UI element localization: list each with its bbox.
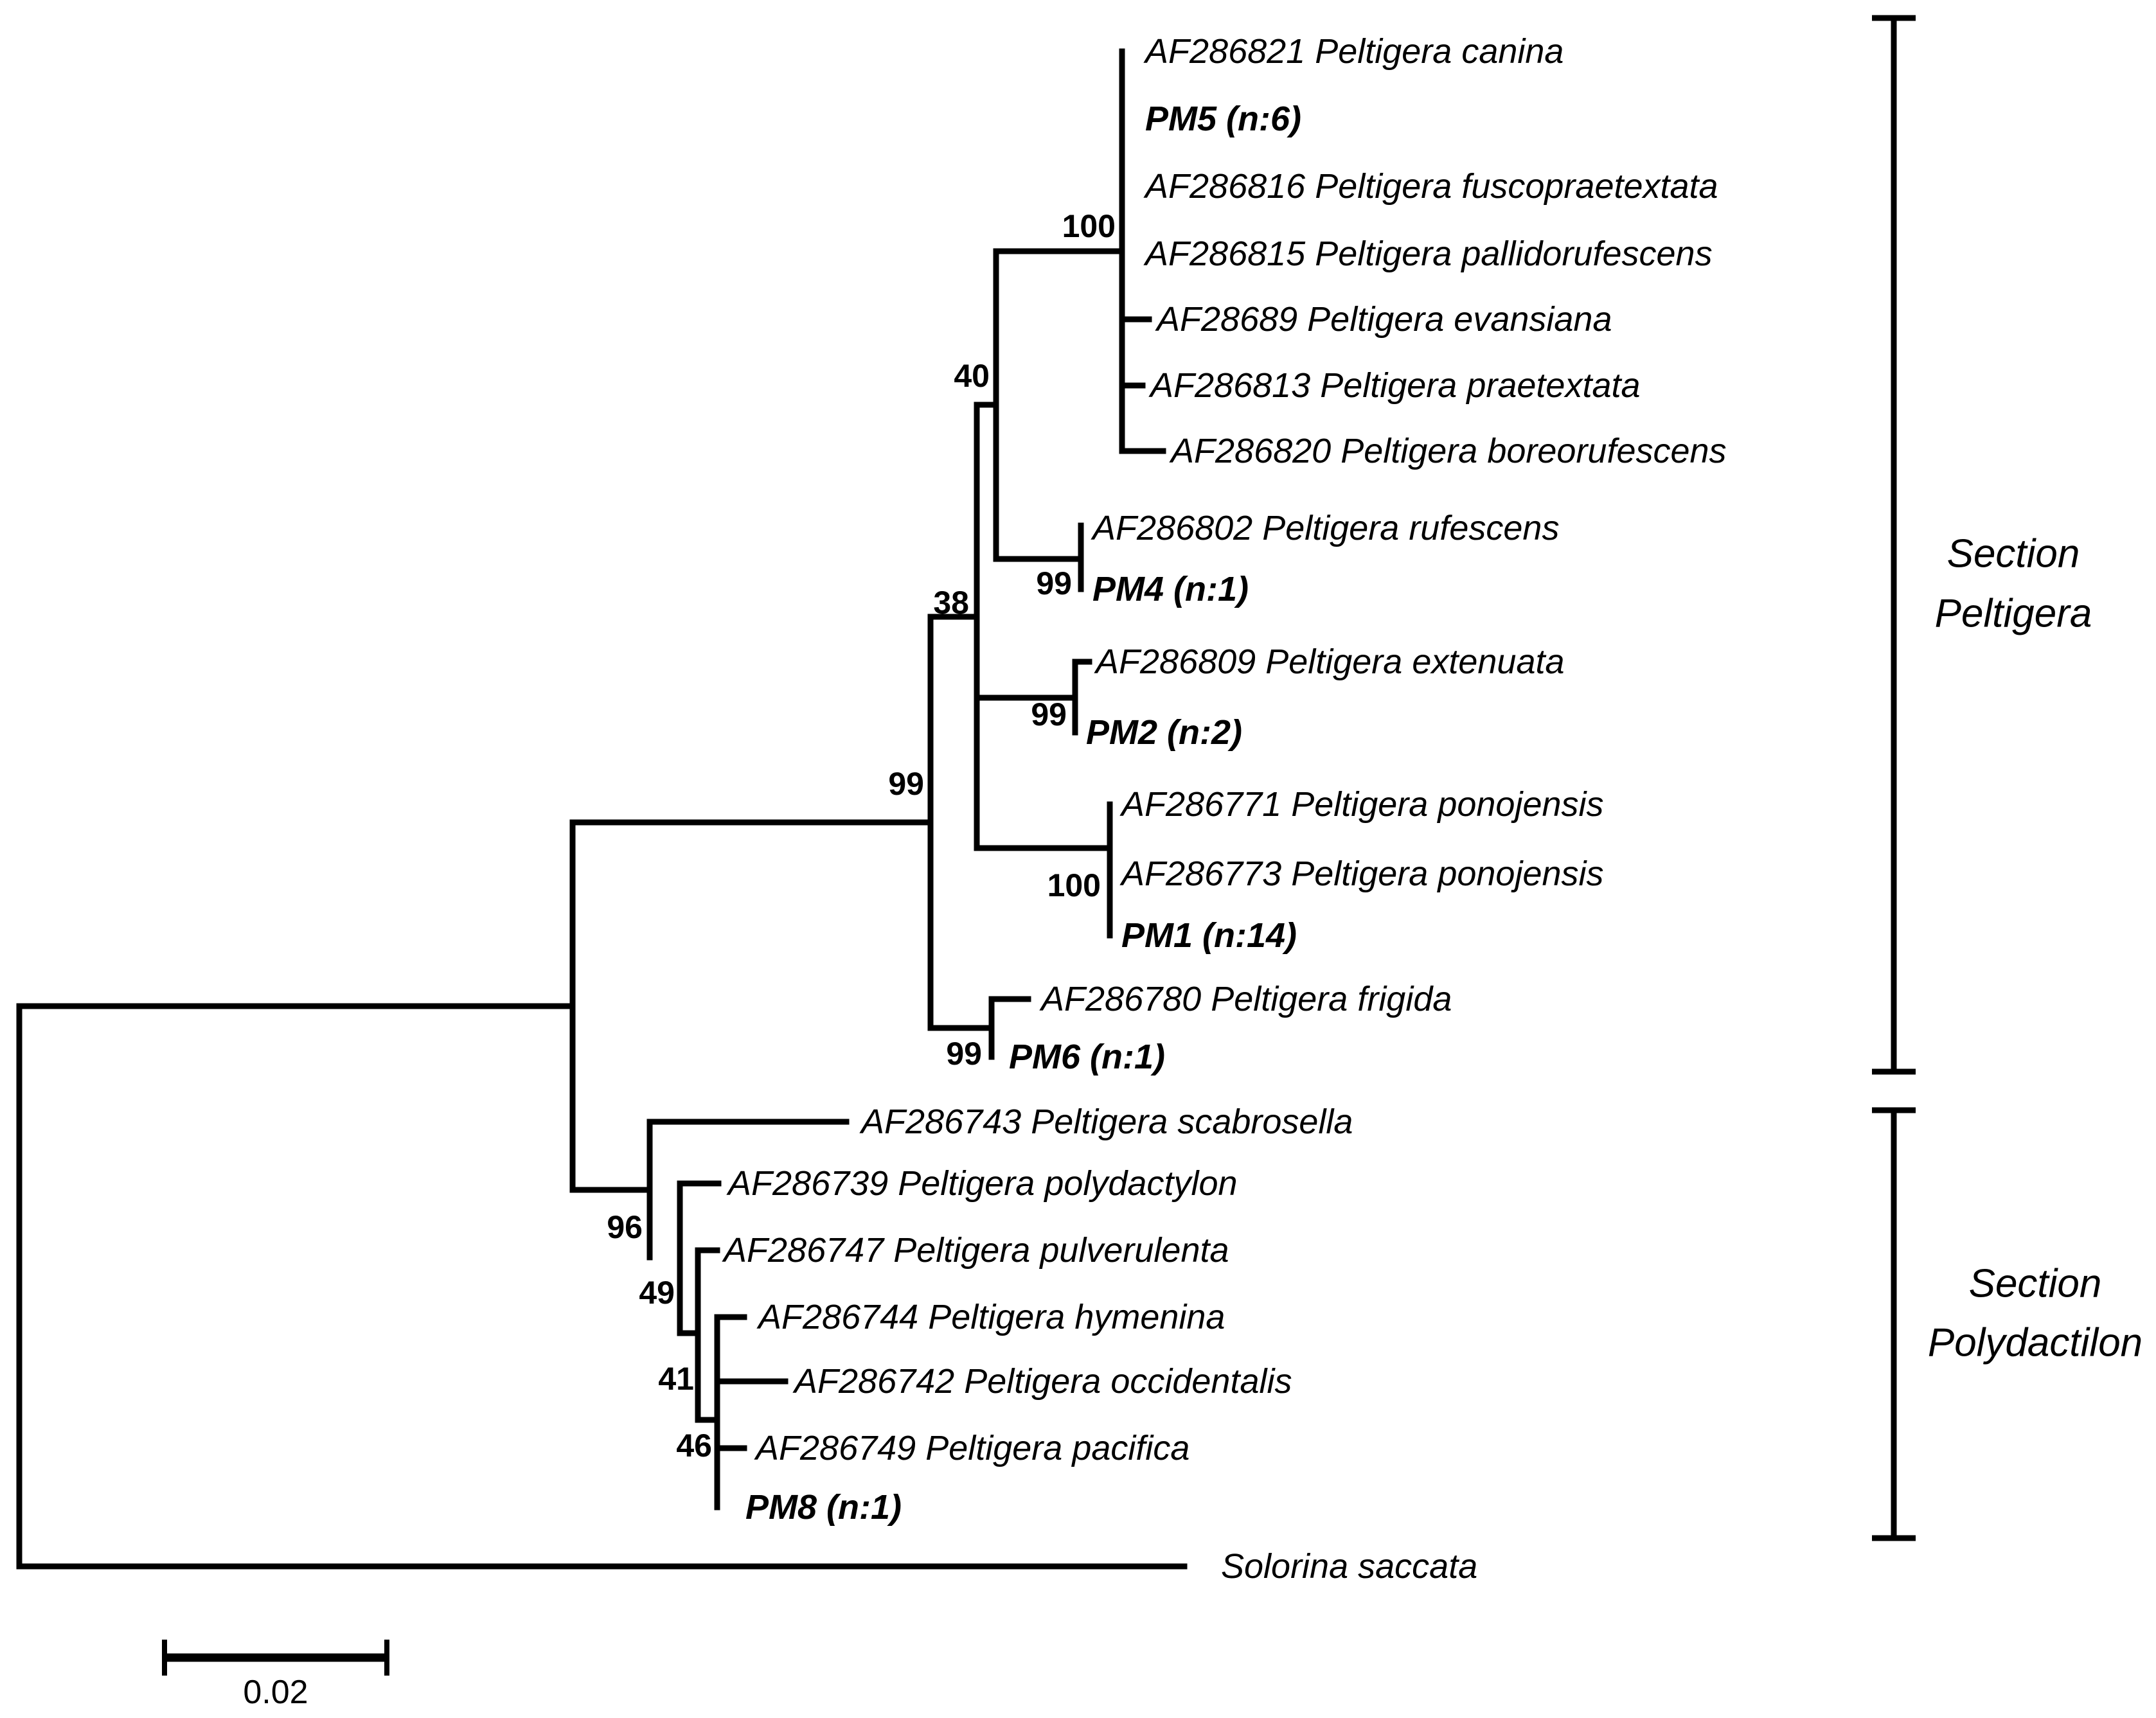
sample-label-pm1: PM1 (n:14) xyxy=(1121,916,1297,955)
taxon-labels xyxy=(722,32,1727,1586)
section-label-polydactilon-line2: Polydactilon xyxy=(1927,1320,2143,1365)
sample-label-pm8: PM8 (n:1) xyxy=(745,1488,902,1527)
sample-label-pm6: PM6 (n:1) xyxy=(1009,1038,1165,1076)
taxon-label-pallidorufescens: AF286815 Peltigera pallidorufescens xyxy=(1145,235,1713,273)
sample-label-pm2: PM2 (n:2) xyxy=(1086,713,1242,752)
taxon-label-frigida: AF286780 Peltigera frigida xyxy=(1041,980,1452,1018)
taxon-label-pacifica: AF286749 Peltigera pacifica xyxy=(756,1429,1190,1467)
scale-bar xyxy=(165,1640,387,1711)
taxon-label-praetextata: AF286813 Peltigera praetextata xyxy=(1150,366,1641,405)
taxon-label-hymenina: AF286744 Peltigera hymenina xyxy=(758,1298,1225,1336)
taxon-label-fuscopraetextata: AF286816 Peltigera fuscopraetextata xyxy=(1145,167,1718,206)
taxon-label-ponojensis-771: AF286771 Peltigera ponojensis xyxy=(1121,785,1604,824)
section-bracket-peltigera xyxy=(1872,18,1916,1072)
bootstrap-section-polydactilon: 96 xyxy=(607,1209,643,1245)
taxon-label-boreorufescens: AF286820 Peltigera boreorufescens xyxy=(1171,432,1727,470)
section-label-polydactilon-line1: Section xyxy=(1968,1261,2102,1306)
section-label-peltigera-line2: Peltigera xyxy=(1934,591,2092,636)
bootstrap-extenuata-pm2: 99 xyxy=(1031,696,1067,732)
taxon-label-evansiana: AF28689 Peltigera evansiana xyxy=(1157,300,1612,339)
bootstrap-hymenina-group: 46 xyxy=(676,1428,712,1464)
sample-label-pm4: PM4 (n:1) xyxy=(1092,570,1249,608)
bootstrap-canina-group: 100 xyxy=(1062,208,1116,244)
taxon-label-canina: AF286821 Peltigera canina xyxy=(1145,32,1564,71)
section-label-peltigera-line1: Section xyxy=(1947,531,2080,576)
section-bracket-polydactilon xyxy=(1872,1110,1916,1538)
bootstrap-section-peltigera: 99 xyxy=(888,766,924,802)
taxon-label-occidentalis: AF286742 Peltigera occidentalis xyxy=(794,1362,1292,1401)
bootstrap-polydactylon-group: 49 xyxy=(639,1275,675,1311)
taxon-label-polydactylon: AF286739 Peltigera polydactylon xyxy=(728,1164,1238,1203)
taxon-label-scabrosella: AF286743 Peltigera scabrosella xyxy=(861,1103,1353,1141)
sample-label-pm5: PM5 (n:6) xyxy=(1145,100,1301,138)
taxon-label-extenuata: AF286809 Peltigera extenuata xyxy=(1096,642,1565,681)
taxon-label-pulverulenta: AF286747 Peltigera pulverulenta xyxy=(724,1231,1229,1270)
bootstrap-frigida-pm6: 99 xyxy=(946,1036,982,1072)
taxon-label-ponojensis-773: AF286773 Peltigera ponojensis xyxy=(1121,855,1604,893)
bootstrap-canina-rufescens: 40 xyxy=(954,358,990,394)
taxon-label-rufescens: AF286802 Peltigera rufescens xyxy=(1092,509,1560,547)
bootstrap-rufescens-pm4: 99 xyxy=(1036,565,1072,601)
bootstrap-peltigera-core: 38 xyxy=(933,585,969,621)
bootstrap-pulverulenta-group: 41 xyxy=(658,1361,694,1397)
scale-bar-label: 0.02 xyxy=(243,1674,308,1711)
taxon-label-solorina: Solorina saccata xyxy=(1221,1547,1478,1586)
tree-branches xyxy=(19,51,1184,1566)
bootstrap-labels xyxy=(607,208,1116,1464)
bootstrap-ponojensis-pm1: 100 xyxy=(1047,867,1101,903)
section-labels xyxy=(1928,532,2143,1365)
